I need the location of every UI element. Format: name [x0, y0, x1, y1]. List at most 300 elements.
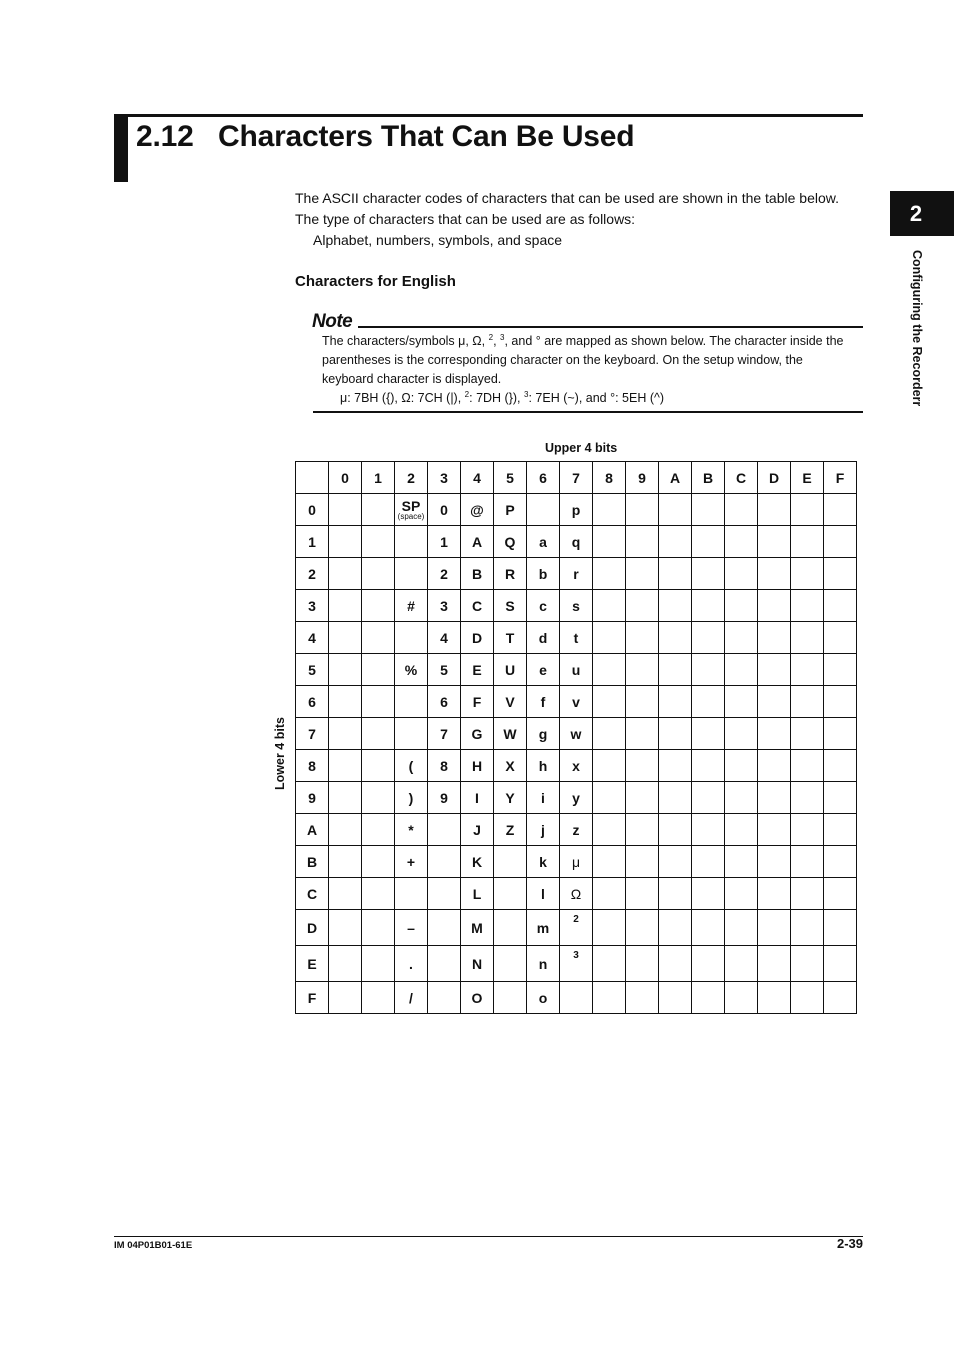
- table-cell: [824, 846, 857, 878]
- table-cell: [329, 814, 362, 846]
- table-cell: [791, 982, 824, 1014]
- table-cell: [824, 686, 857, 718]
- column-header: 8: [593, 462, 626, 494]
- doc-id: IM 04P01B01-61E: [114, 1240, 193, 1251]
- column-header: E: [791, 462, 824, 494]
- row-header: B: [296, 846, 329, 878]
- table-cell: v: [560, 686, 593, 718]
- table-cell: /: [395, 982, 428, 1014]
- table-cell: [593, 814, 626, 846]
- column-header: D: [758, 462, 791, 494]
- table-cell: [659, 494, 692, 526]
- table-cell: [758, 878, 791, 910]
- table-cell: [626, 750, 659, 782]
- table-cell: 3: [428, 590, 461, 622]
- table-cell: [692, 946, 725, 982]
- table-cell: [758, 946, 791, 982]
- upper-bits-label: Upper 4 bits: [545, 441, 618, 455]
- table-cell: [824, 814, 857, 846]
- table-cell: [824, 946, 857, 982]
- table-cell: [692, 718, 725, 750]
- page-number: 2-39: [836, 1236, 863, 1251]
- table-cell: [659, 982, 692, 1014]
- table-cell: [626, 654, 659, 686]
- table-cell: [329, 782, 362, 814]
- table-cell: o: [527, 982, 560, 1014]
- table-header-row: [296, 462, 857, 494]
- table-cell: [362, 910, 395, 946]
- table-cell: [593, 622, 626, 654]
- table-cell: [659, 718, 692, 750]
- note-rule-bottom: [313, 411, 863, 413]
- table-cell: 0: [428, 494, 461, 526]
- chapter-title: Configuring the Recorderr: [910, 250, 924, 407]
- table-cell: 3: [560, 946, 593, 982]
- table-cell: [362, 846, 395, 878]
- map-sup-2: 2: [464, 389, 470, 399]
- row-header: 6: [296, 686, 329, 718]
- column-header: 5: [494, 462, 527, 494]
- table-cell: [362, 782, 395, 814]
- table-cell: [428, 910, 461, 946]
- table-cell: m: [527, 910, 560, 946]
- map-text-c: : 7EH (~), and °: 5EH (^): [528, 391, 665, 405]
- table-cell: [593, 686, 626, 718]
- table-cell: [824, 718, 857, 750]
- table-cell: [593, 878, 626, 910]
- table-cell: [395, 526, 428, 558]
- table-cell: [329, 846, 362, 878]
- table-cell: [824, 654, 857, 686]
- table-cell: [725, 590, 758, 622]
- column-header: 0: [329, 462, 362, 494]
- table-cell: 8: [428, 750, 461, 782]
- table-cell: [692, 782, 725, 814]
- table-cell: [659, 686, 692, 718]
- table-row: [296, 750, 857, 782]
- table-cell: P: [494, 494, 527, 526]
- table-row: [296, 622, 857, 654]
- table-cell: [362, 750, 395, 782]
- table-cell: [725, 494, 758, 526]
- map-text-a: μ: 7BH ({), Ω: 7CH (|),: [340, 391, 465, 405]
- table-cell: [791, 718, 824, 750]
- table-cell: R: [494, 558, 527, 590]
- lower-bits-label: Lower 4 bits: [273, 717, 287, 790]
- table-cell: [329, 558, 362, 590]
- table-cell: 2: [560, 910, 593, 946]
- table-cell: U: [494, 654, 527, 686]
- table-cell: [329, 718, 362, 750]
- table-cell: [626, 814, 659, 846]
- table-cell: d: [527, 622, 560, 654]
- table-cell: [395, 878, 428, 910]
- table-cell: [758, 494, 791, 526]
- table-cell: [362, 946, 395, 982]
- note-text-a: The characters/symbols μ, Ω,: [322, 334, 489, 348]
- table-cell: [494, 878, 527, 910]
- table-cell: [329, 686, 362, 718]
- table-cell: q: [560, 526, 593, 558]
- table-cell: a: [527, 526, 560, 558]
- row-header: 9: [296, 782, 329, 814]
- table-cell: [758, 982, 791, 1014]
- table-cell: [758, 846, 791, 878]
- table-cell: [791, 622, 824, 654]
- table-cell: 9: [428, 782, 461, 814]
- table-cell: k: [527, 846, 560, 878]
- table-cell: T: [494, 622, 527, 654]
- table-cell: [692, 526, 725, 558]
- table-cell: [725, 622, 758, 654]
- table-cell: [626, 590, 659, 622]
- intro-line-1: The ASCII character codes of characters that can be used are shown in the table below.: [295, 190, 839, 206]
- table-cell: x: [560, 750, 593, 782]
- table-cell: [626, 494, 659, 526]
- table-row: [296, 590, 857, 622]
- table-cell: F: [461, 686, 494, 718]
- row-header: A: [296, 814, 329, 846]
- table-cell: [626, 718, 659, 750]
- table-cell: [692, 494, 725, 526]
- header-rule: [128, 114, 863, 117]
- table-cell: K: [461, 846, 494, 878]
- table-cell: [659, 782, 692, 814]
- table-cell: [824, 558, 857, 590]
- table-cell: [758, 718, 791, 750]
- section-title: Characters That Can Be Used: [218, 120, 635, 153]
- chapter-tab: 2: [890, 191, 954, 236]
- row-header: D: [296, 910, 329, 946]
- table-cell: [395, 718, 428, 750]
- table-cell: [725, 526, 758, 558]
- table-cell: [758, 622, 791, 654]
- table-cell: [494, 910, 527, 946]
- table-cell: [494, 982, 527, 1014]
- table-cell: [593, 846, 626, 878]
- table-row: [296, 846, 857, 878]
- table-cell: [824, 622, 857, 654]
- table-cell: [725, 878, 758, 910]
- table-cell: #: [395, 590, 428, 622]
- table-cell: V: [494, 686, 527, 718]
- table-cell: [428, 878, 461, 910]
- table-cell: [329, 622, 362, 654]
- table-row: [296, 910, 857, 946]
- table-cell: C: [461, 590, 494, 622]
- table-cell: [824, 878, 857, 910]
- table-cell: s: [560, 590, 593, 622]
- table-row: [296, 782, 857, 814]
- table-cell: [428, 846, 461, 878]
- table-cell: [758, 558, 791, 590]
- table-row: [296, 814, 857, 846]
- table-row: [296, 526, 857, 558]
- column-header: F: [824, 462, 857, 494]
- table-cell: [362, 718, 395, 750]
- table-cell: [692, 590, 725, 622]
- table-cell: S: [494, 590, 527, 622]
- table-cell: [791, 526, 824, 558]
- table-cell: @: [461, 494, 494, 526]
- space-note: (space): [397, 512, 425, 521]
- table-cell: [329, 494, 362, 526]
- table-cell: [791, 782, 824, 814]
- table-cell: [725, 782, 758, 814]
- row-header: 8: [296, 750, 329, 782]
- table-cell: [692, 750, 725, 782]
- row-header: 0: [296, 494, 329, 526]
- table-cell: [593, 982, 626, 1014]
- table-cell: h: [527, 750, 560, 782]
- column-header: 7: [560, 462, 593, 494]
- table-cell: [362, 878, 395, 910]
- table-cell: [824, 590, 857, 622]
- table-cell: [791, 686, 824, 718]
- table-cell: [758, 686, 791, 718]
- table-cell: N: [461, 946, 494, 982]
- table-cell: +: [395, 846, 428, 878]
- table-cell: [593, 558, 626, 590]
- table-cell: [659, 878, 692, 910]
- table-cell: .: [395, 946, 428, 982]
- table-cell: Ω: [560, 878, 593, 910]
- table-cell: [593, 654, 626, 686]
- table-cell: [527, 494, 560, 526]
- table-cell: 4: [428, 622, 461, 654]
- table-cell: M: [461, 910, 494, 946]
- table-cell: [659, 622, 692, 654]
- intro-line-2: The type of characters that can be used are as follows:: [295, 211, 636, 227]
- table-cell: [626, 526, 659, 558]
- table-cell: [329, 910, 362, 946]
- table-cell: [659, 654, 692, 686]
- table-cell: [362, 526, 395, 558]
- table-cell: [692, 558, 725, 590]
- table-cell: [593, 590, 626, 622]
- table-cell: [428, 946, 461, 982]
- table-cell: [593, 750, 626, 782]
- table-cell: [791, 590, 824, 622]
- table-cell: O: [461, 982, 494, 1014]
- table-cell: [626, 782, 659, 814]
- table-cell: [395, 494, 428, 526]
- table-cell: j: [527, 814, 560, 846]
- table-cell: [362, 558, 395, 590]
- table-cell: [329, 878, 362, 910]
- table-cell: [362, 982, 395, 1014]
- table-row: [296, 558, 857, 590]
- table-cell: D: [461, 622, 494, 654]
- table-cell: [659, 946, 692, 982]
- table-cell: [791, 910, 824, 946]
- table-cell: ): [395, 782, 428, 814]
- table-cell: [758, 590, 791, 622]
- table-cell: [659, 558, 692, 590]
- table-cell: [329, 590, 362, 622]
- table-cell: *: [395, 814, 428, 846]
- table-row: [296, 686, 857, 718]
- table-cell: [329, 750, 362, 782]
- column-header: B: [692, 462, 725, 494]
- table-cell: [758, 910, 791, 946]
- table-row: [296, 654, 857, 686]
- table-cell: [758, 654, 791, 686]
- table-cell: [824, 910, 857, 946]
- column-header: A: [659, 462, 692, 494]
- table-cell: [362, 590, 395, 622]
- table-cell: A: [461, 526, 494, 558]
- table-cell: [494, 846, 527, 878]
- table-cell: [560, 982, 593, 1014]
- table-cell: p: [560, 494, 593, 526]
- table-cell: [725, 982, 758, 1014]
- note-label: Note: [312, 311, 353, 332]
- table-cell: [791, 946, 824, 982]
- table-cell: [329, 946, 362, 982]
- table-cell: 1: [428, 526, 461, 558]
- table-cell: [659, 846, 692, 878]
- table-cell: [593, 910, 626, 946]
- note-text-b: , and ° are mapped as shown below. The character inside the parentheses is the corresponding character on the keyboard. On the setup window, the keyboard character is displayed.: [322, 334, 844, 386]
- table-cell: μ: [560, 846, 593, 878]
- note-paragraph: [322, 332, 852, 389]
- row-header: 5: [296, 654, 329, 686]
- table-cell: [593, 782, 626, 814]
- table-cell: y: [560, 782, 593, 814]
- table-cell: [494, 946, 527, 982]
- table-cell: [758, 782, 791, 814]
- table-cell: [791, 494, 824, 526]
- table-cell: [758, 814, 791, 846]
- table-cell: 6: [428, 686, 461, 718]
- table-cell: [758, 750, 791, 782]
- table-cell: [824, 526, 857, 558]
- column-header: 1: [362, 462, 395, 494]
- row-header: 4: [296, 622, 329, 654]
- note-sup-3: 3: [500, 332, 505, 342]
- table-cell: l: [527, 878, 560, 910]
- table-cell: t: [560, 622, 593, 654]
- table-cell: [626, 910, 659, 946]
- table-cell: [725, 718, 758, 750]
- note-body: [322, 332, 852, 408]
- table-cell: [329, 526, 362, 558]
- table-row: [296, 494, 857, 526]
- table-cell: [626, 946, 659, 982]
- table-corner-cell: [296, 462, 329, 494]
- column-header: 4: [461, 462, 494, 494]
- table-cell: [692, 654, 725, 686]
- table-cell: [725, 686, 758, 718]
- space-code: SP: [401, 498, 421, 514]
- table-cell: r: [560, 558, 593, 590]
- table-cell: [659, 814, 692, 846]
- table-cell: J: [461, 814, 494, 846]
- table-cell: g: [527, 718, 560, 750]
- table-cell: [659, 910, 692, 946]
- table-row: [296, 982, 857, 1014]
- table-cell: –: [395, 910, 428, 946]
- note-sup-2: 2: [488, 332, 494, 342]
- table-cell: X: [494, 750, 527, 782]
- table-cell: [725, 910, 758, 946]
- table-cell: [791, 750, 824, 782]
- ascii-table: [295, 461, 857, 1014]
- table-cell: Q: [494, 526, 527, 558]
- row-header: F: [296, 982, 329, 1014]
- table-cell: w: [560, 718, 593, 750]
- table-cell: W: [494, 718, 527, 750]
- table-cell: 5: [428, 654, 461, 686]
- row-header: E: [296, 946, 329, 982]
- table-cell: [725, 946, 758, 982]
- table-cell: [692, 622, 725, 654]
- table-cell: [395, 622, 428, 654]
- table-cell: [395, 686, 428, 718]
- table-cell: [329, 982, 362, 1014]
- table-row: [296, 946, 857, 982]
- table-cell: [692, 982, 725, 1014]
- table-cell: u: [560, 654, 593, 686]
- section-number: 2.12: [136, 120, 194, 153]
- table-cell: [791, 846, 824, 878]
- table-cell: [626, 622, 659, 654]
- table-cell: %: [395, 654, 428, 686]
- table-cell: [428, 814, 461, 846]
- table-cell: [626, 878, 659, 910]
- table-cell: [791, 878, 824, 910]
- table-cell: [725, 846, 758, 878]
- table-row: [296, 718, 857, 750]
- table-cell: [395, 558, 428, 590]
- table-cell: [824, 782, 857, 814]
- map-sup-3: 3: [524, 389, 529, 399]
- table-cell: [659, 590, 692, 622]
- table-cell: [362, 814, 395, 846]
- table-cell: 2: [428, 558, 461, 590]
- intro-text: [295, 188, 839, 251]
- table-cell: I: [461, 782, 494, 814]
- table-cell: L: [461, 878, 494, 910]
- table-cell: [725, 558, 758, 590]
- table-row: [296, 878, 857, 910]
- table-cell: [329, 654, 362, 686]
- note-rule-top: [358, 326, 863, 328]
- table-cell: [593, 494, 626, 526]
- table-cell: [659, 750, 692, 782]
- table-cell: z: [560, 814, 593, 846]
- table-cell: [626, 982, 659, 1014]
- table-cell: [791, 654, 824, 686]
- page-title: [136, 120, 634, 154]
- table-cell: E: [461, 654, 494, 686]
- column-header: 6: [527, 462, 560, 494]
- table-cell: H: [461, 750, 494, 782]
- table-cell: [626, 686, 659, 718]
- table-cell: [626, 846, 659, 878]
- row-header: 7: [296, 718, 329, 750]
- table-cell: i: [527, 782, 560, 814]
- table-cell: [824, 750, 857, 782]
- map-text-b: : 7DH (}),: [469, 391, 524, 405]
- row-header: 3: [296, 590, 329, 622]
- table-cell: [692, 910, 725, 946]
- table-cell: [791, 558, 824, 590]
- note-mapping: [322, 389, 852, 408]
- table-cell: [824, 494, 857, 526]
- row-header: C: [296, 878, 329, 910]
